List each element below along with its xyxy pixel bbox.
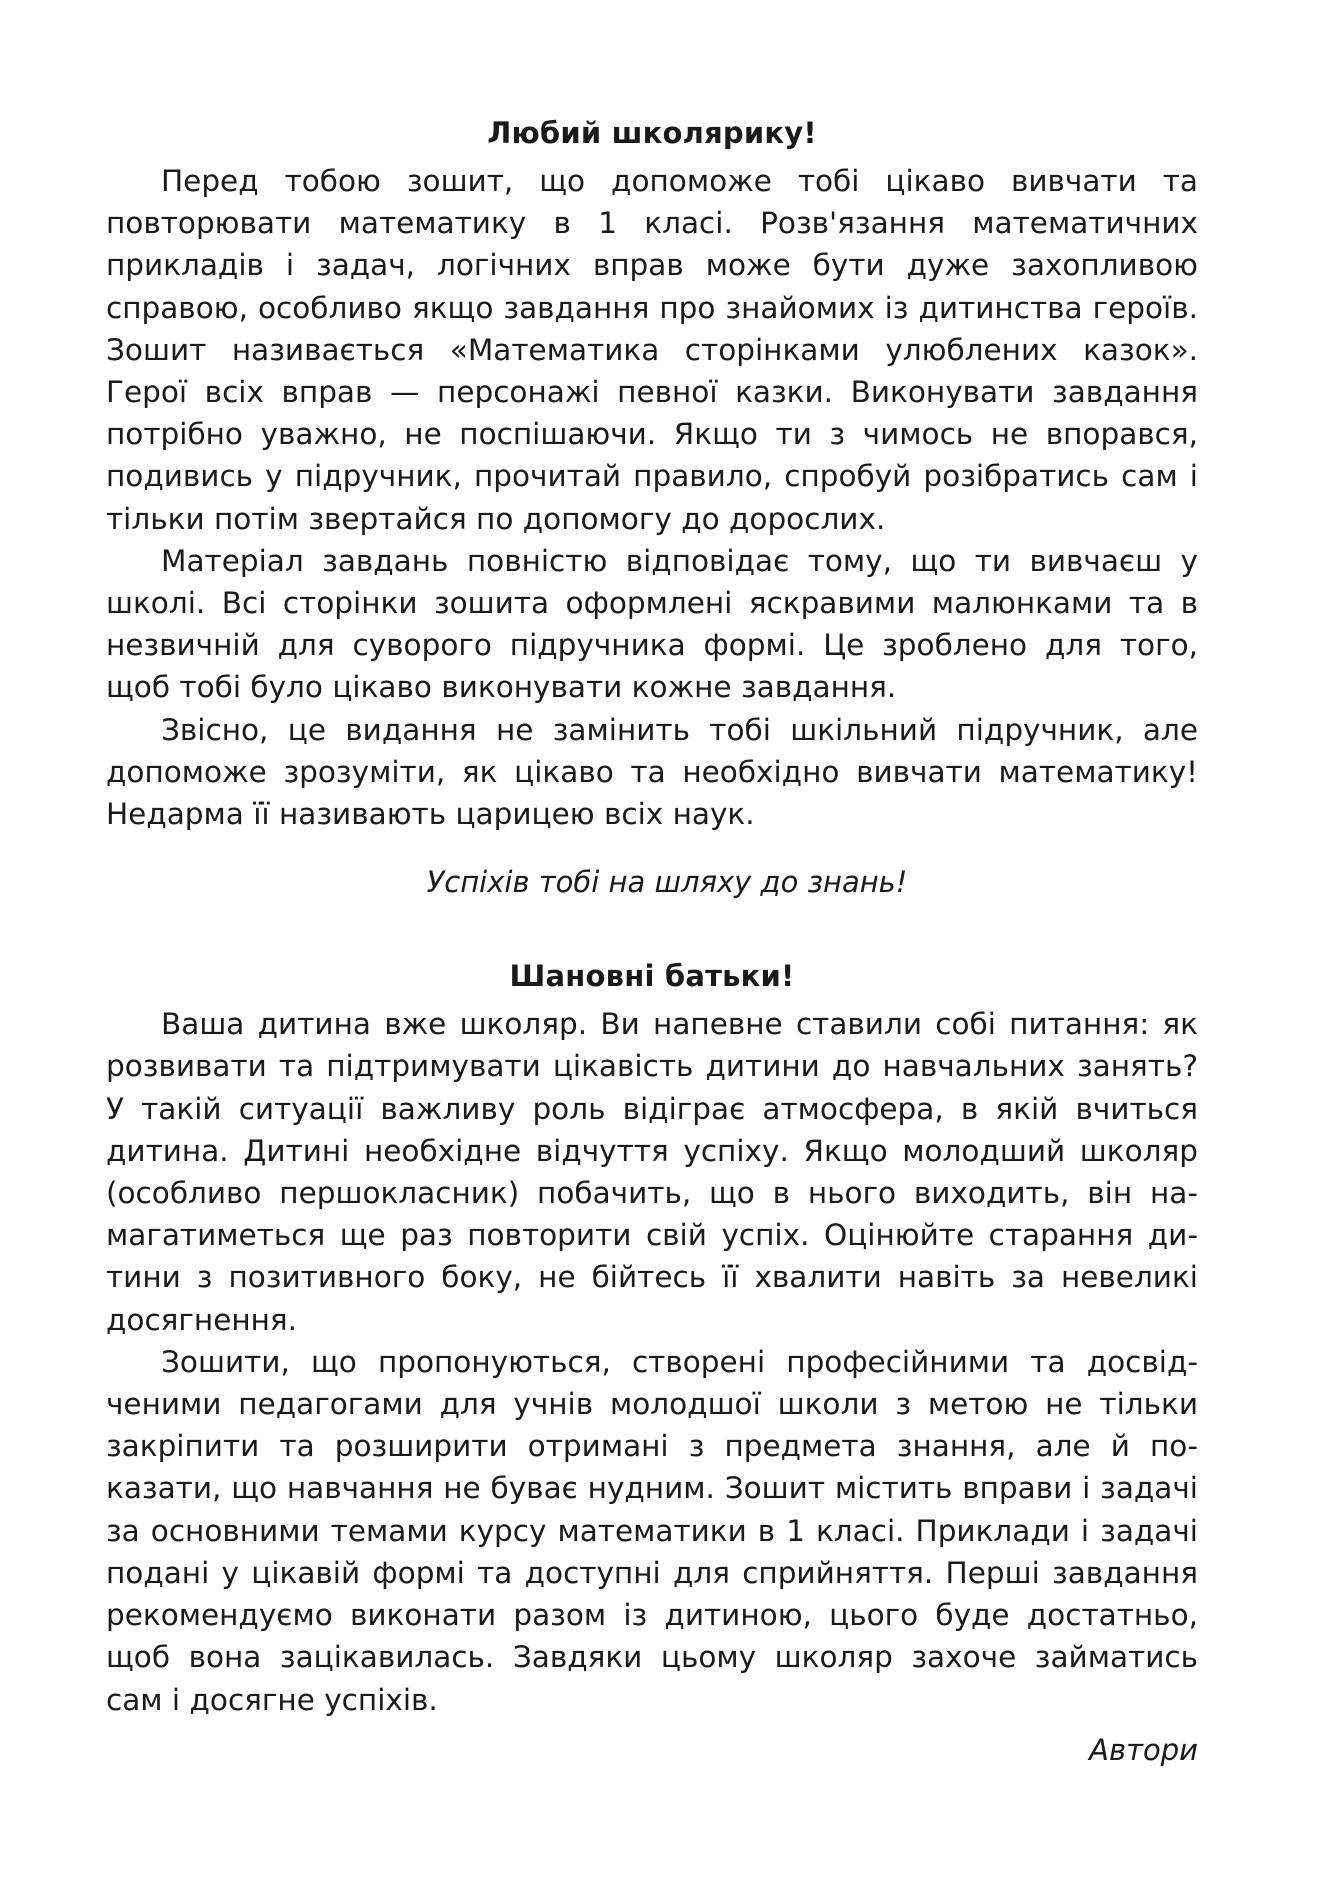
pupil-paragraph-3: Звісно, це видання не замінить тобі шкільний підручник, але допоможе зрозуміти, як цікаво та необхідно вивчати математику! Недарма її називають царицею всіх наук. <box>106 712 1198 832</box>
parents-paragraph-2: Зошити, що пропонуються, створені професійними та досвідченими педагогами для учнів молодшої школи з метою не тільки закріпити та розширити отримані з предмета знання, але й показати, що навчання не буває нудним. Зошит містить вправи і задачі за основними темами курсу математики в 1 класі. Приклади і задачі подані у цікавій формі та доступні для сприйняття. Перші завдання рекомендуємо виконати разом із дитиною, цього буде достатньо, щоб вона зацікавилась. Завдяки цьому школяр захоче займатись сам і досягне успіхів. <box>106 1344 1198 1717</box>
pupil-heading: Любий школярику! <box>487 116 817 150</box>
pupil-wish: Успіхів тобі на шляху до знань! <box>426 865 908 900</box>
pupil-paragraph-2: Матеріал завдань повністю відповідає тому, що ти вивчаєш у школі. Всі сторінки зошита оформлені яскравими малюнками та в незвичній для суворого підручника формі. Це зроблено для того, щоб тобі було цікаво виконувати кожне завдання. <box>106 543 1198 705</box>
authors-signature: Автори <box>1089 1732 1198 1767</box>
pupil-paragraph-1: Перед тобою зошит, що допоможе тобі цікаво вивчати та повторювати математику в 1 класі. Розв'язання математичних прикладів і задач, логічних вправ може бути дуже захопливою справою, особливо якщо завдання про знайомих із дитинства героїв. Зошит називається «Математика сторінками улюблених казок». Герої всіх вправ — персонажі певної казки. Виконувати завдання потрібно уважно, не поспішаючи. Якщо ти з чимось не впорався, подивись у підручник, прочитай правило, спробуй розібратись сам і тільки потім звертайся по допомогу до дорослих. <box>106 164 1198 536</box>
document-page <box>106 112 1198 1771</box>
parents-paragraph-1: Ваша дитина вже школяр. Ви напевне ставили собі питання: як розвивати та підтримувати цікавість дитини до навчальних занять? У такій ситуації важливу роль відіграє атмосфера, в якій вчиться дитина. Дитині необхідне відчуття успіху. Якщо молодший школяр (особливо першокласник) побачить, що в нього виходить, він намагатиметься ще раз повторити свій успіх. Оцінюйте старання дитини з позитивного боку, не бійтесь її хвалити навіть за невеликі досягнення. <box>106 1007 1198 1337</box>
parents-heading: Шановні батьки! <box>509 959 795 994</box>
